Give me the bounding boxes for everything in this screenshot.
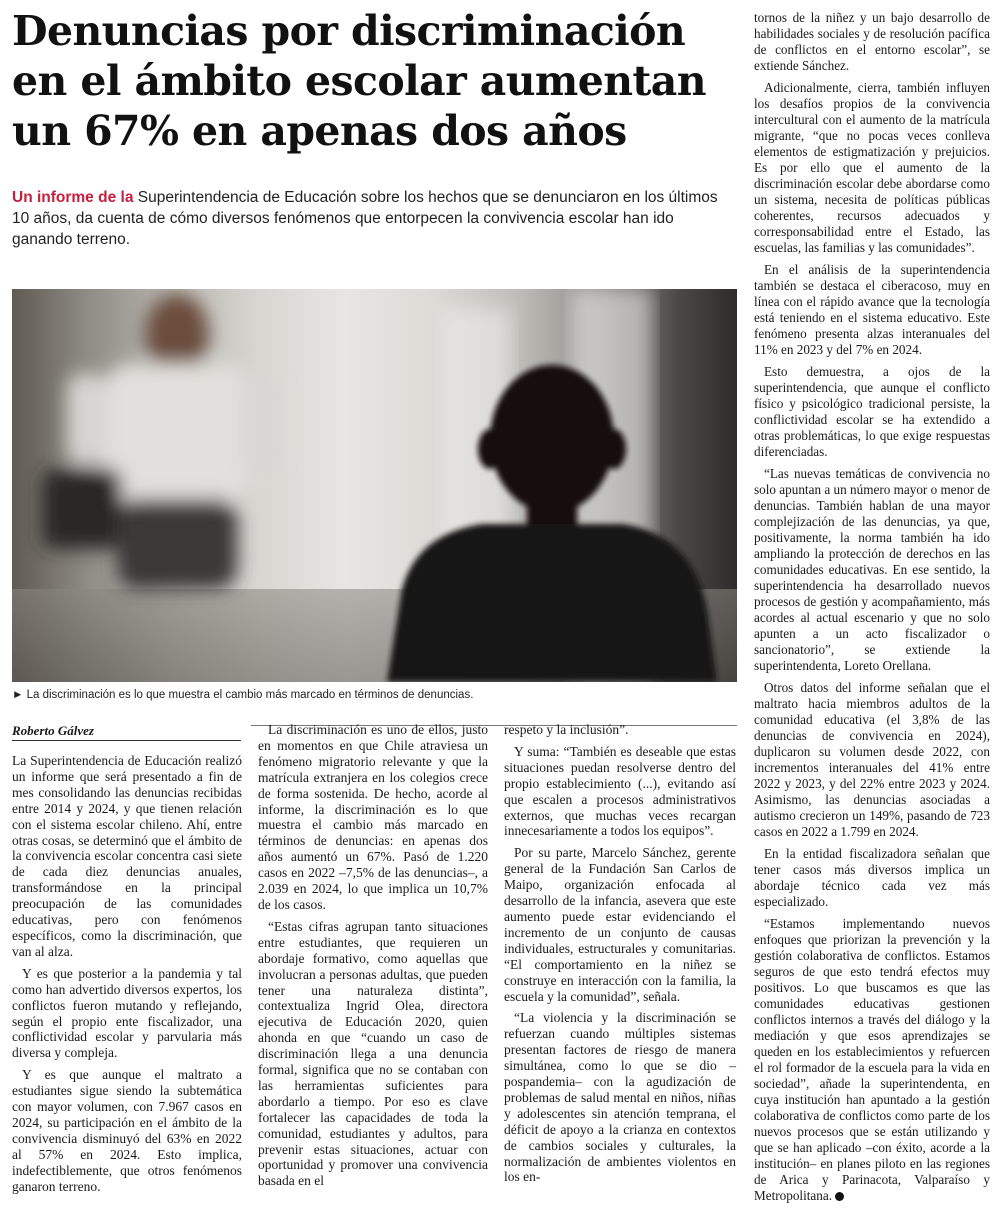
blurred-child xyxy=(42,294,277,589)
paragraph: En la entidad fiscalizadora señalan que tener casos más diversos implica un abordaje técnico cada vez más especializado. xyxy=(754,846,990,909)
photo-illustration xyxy=(12,289,737,682)
body-column-2 xyxy=(258,722,488,1195)
body-column-1 xyxy=(12,753,242,1200)
paragraph: respeto y la inclusión”. xyxy=(504,722,629,737)
byline: Roberto Gálvez xyxy=(12,722,241,741)
paragraph: “Estas cifras agrupan tanto situaciones entre estudiantes, que requieren un abordaje formativo, como aquellas que involucran a personas adultas, que pueden tener una naturaleza distinta”, contextualiza Ingrid Olea, directora ejecutiva de Educación 2020, quien ahonda en que “cuando un caso de discriminación llega a una denuncia formal, significa que no se contaban con las herramientas suficientes para abordarlo a tiempo. Por eso es clave fortalecer las capacidades de toda la comunidad, estudiantes y adultos, para prevenir estas situaciones, actuar con oportunidad y promover una convivencia basada en el xyxy=(258,918,488,1189)
lead-paragraph xyxy=(12,187,732,250)
paragraph: tornos de la niñez y un bajo desarrollo de habilidades sociales y de resolución pacífica de conflictos en el entorno escolar”, se extiende Sánchez. xyxy=(754,10,990,73)
end-of-article-icon xyxy=(835,1192,844,1201)
paragraph xyxy=(754,916,990,1204)
paragraph: “Las nuevas temáticas de convivencia no solo apuntan a un número mayor o menor de denuncias. También hablan de una mayor complejización de las denuncias, ya que, positivamente, la norma también ha ido ampliando la protección de derechos en las comunidades educativas. En ese sentido, la superintendencia ha desarrollado nuevos procesos de gestión y acompañamiento, más acordes al actual escenario y que no solo apunten a un acto fiscalizador o sancionatorio”, se extiende la superintendenta, Loreto Orellana. xyxy=(754,466,990,673)
paragraph-text: “Estamos implementando nuevos enfoques que priorizan la prevención y la gestión colaborativa de conflictos. Estamos seguros de que esto tendrá efectos muy positivos. Lo que buscamos es que las comunidades educativas gestionen conflictos internos a través del diálogo y la mediación y que esos aprendizajes se queden en los establecimientos y refuercen el rol formador de la escuela para la vida en sociedad”, añade la superintendenta, en cuya institución han apuntado a la gestión colaborativa de conflictos como parte de los nuevos procesos que se están utilizando y que se han aplicado –con éxito, acorde a la institución– en planes piloto en las regiones de Arica y Parinacota, Valparaíso y Metropolitana. xyxy=(754,916,990,1203)
caption-arrow-icon: ► xyxy=(12,689,24,701)
paragraph: Adicionalmente, cierra, también influyen los desafíos propios de la convivencia intercultural con el aumento de la matrícula migrante, “que no pocas veces conlleva elementos de estigmatización y prejuicios. Es por ello que el aumento de la discriminación escolar debe abordarse como un sistema, necesita de políticas públicas coherentes, recursos adecuados y corresponsabilidad entre el Estado, las escuelas, las familias y las comunidades”. xyxy=(754,80,990,255)
paragraph: Otros datos del informe señalan que el maltrato hacia miembros adultos de la comunidad educativa (el 3,8% de las denuncias de convivencia en 2024), duplicaron su volumen desde 2022, con incrementos interanuales del 41% entre 2022 y 2023, y del 22% entre 2023 y 2024. Asimismo, las denuncias asociadas a autismo crecieron un 149%, pasando de 723 casos en 2022 a 1.799 en 2024. xyxy=(754,680,990,839)
paragraph: La discriminación es uno de ellos, justo en momentos en que Chile atraviesa un fenómeno migratorio relevante y que la matrícula extranjera en los colegios crece de forma sostenida. De hecho, acorde al informe, la discriminación es lo que muestra el cambio más marcado en términos de denuncias: en apenas dos años aumentó un 67%. Pasó de 1.220 casos en 2022 –7,5% de las denuncias–, a 2.039 en 2024, lo que implica un 10,7% de los casos. xyxy=(258,722,488,912)
body-column-3 xyxy=(504,722,736,1191)
headline: Denuncias por discriminación en el ámbito escolar aumentan un 67% en apenas dos años xyxy=(12,7,706,155)
paragraph: Por su parte, Marcelo Sánchez, gerente general de la Fundación San Carlos de Maipo, organización enfocada al desarrollo de la infancia, asevera que este aumento puede estar evidenciando el incremento de un conjunto de causas individuales, estructurales y comunitarias. “El comportamiento en la niñez se construye en interacción con la familia, la escuela y la comunidad”, señala. xyxy=(504,845,736,1004)
caption-text: La discriminación es lo que muestra el cambio más marcado en términos de denuncias. xyxy=(23,689,474,701)
lead-kicker: Un informe de la xyxy=(12,189,134,206)
paragraph: Esto demuestra, a ojos de la superintendencia, que aunque el conflicto físico y psicológico tradicional persiste, la conflictividad escolar se ha extendido a otras problemáticas, lo que exige respuestas diferenciadas. xyxy=(754,364,990,459)
article-photo xyxy=(12,289,737,682)
paragraph: Y es que posterior a la pandemia y tal como han advertido diversos expertos, los conflictos fueron mutando y reflejando, según el propio ente fiscalizador, una conflictividad escolar y parvularia más diversa y compleja. xyxy=(12,965,242,1061)
paragraph: Y suma: “También es deseable que estas situaciones puedan resolverse dentro del propio establecimiento (...), evitando así que escalen a procesos administrativos externos, que muchas veces recargan innecesariamente a todos los equipos”. xyxy=(504,743,736,839)
paragraph: La Superintendencia de Educación realizó un informe que será presentado a fin de mes consolidando las denuncias recibidas entre 2014 y 2024, y que tienen relación con el sistema escolar chileno. Ahí, entre otras cosas, se determinó que el ámbito de la convivencia escolar concentra casi siete de cada diez denuncias anuales, transformándose en la principal preocupación de las comunidades educativas, pero con fenómenos específicos, como la discriminación, que van al alza. xyxy=(12,753,242,959)
body-column-4 xyxy=(754,10,990,1210)
paragraph: Y es que aunque el maltrato a estudiantes sigue siendo la subtemática con mayor volumen, con 7.967 casos en 2024, su participación en el ámbito de la convivencia disminuyó del 63% en 2022 al 57% en 2024. Esto implica, indefectiblemente, que otros fenómenos ganaron terreno. xyxy=(12,1067,242,1194)
lead-text: Superintendencia de Educación sobre los hechos que se denunciaron en los últimos 10 años, da cuenta de cómo diversos fenómenos que entorpecen la convivencia escolar han ido ganando terreno. xyxy=(12,189,718,248)
paragraph: En el análisis de la superintendencia también se destaca el ciberacoso, muy en línea con el rápido avance que la tecnología está teniendo en el sistema educativo. Este fenómeno presenta alzas interanuales del 11% en 2023 y del 7% en 2024. xyxy=(754,262,990,357)
paragraph: “La violencia y la discriminación se refuerzan cuando múltiples sistemas presentan factores de riesgo de manera simultánea, como lo que se dio –pospandemia– con la agudización de problemas de salud mental en niños, niñas y adolescentes sin atención temprana, el déficit de apoyo a la crianza en contextos de cambios sociales y culturales, la normalización de ambientes violentos en los en- xyxy=(504,1010,736,1185)
photo-caption xyxy=(12,688,737,702)
boy-silhouette xyxy=(387,365,717,682)
